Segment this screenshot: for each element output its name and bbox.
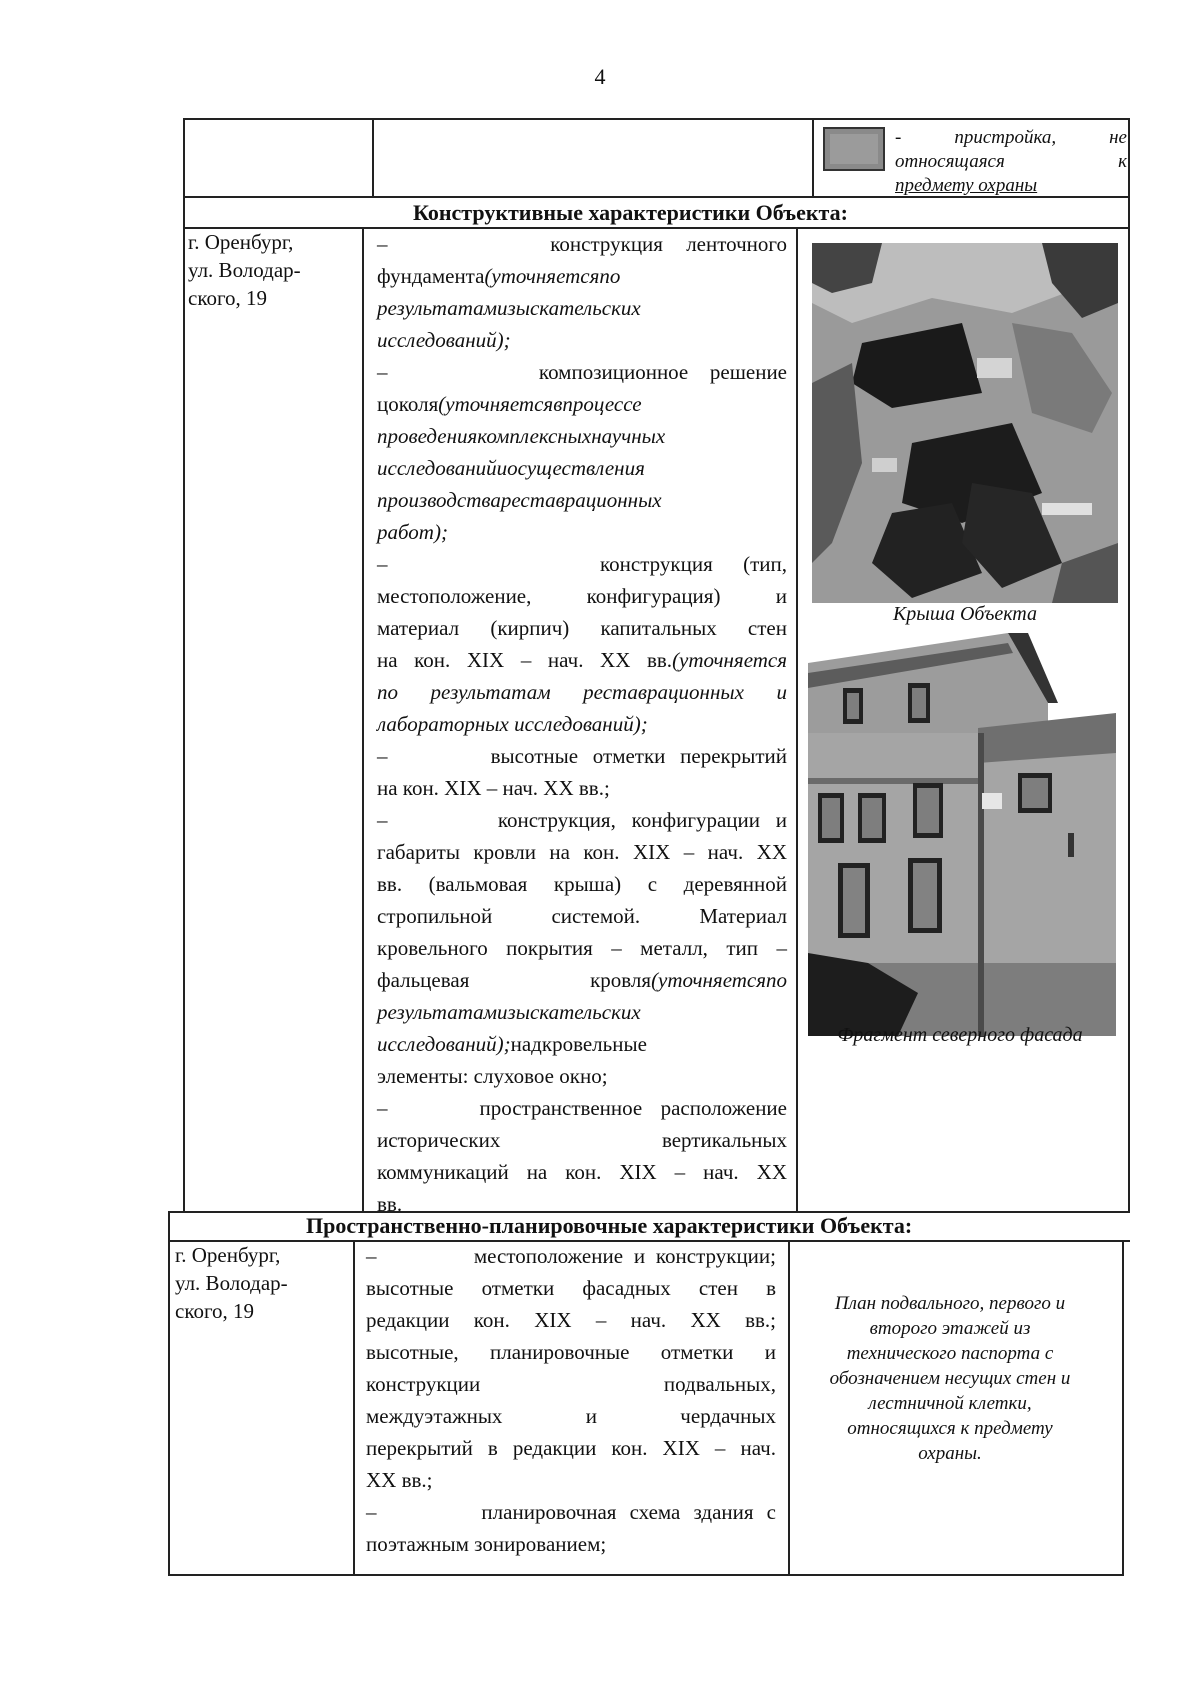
col-divider-2-top — [812, 118, 814, 196]
text-line: местоположение, конфигурация) и — [377, 584, 787, 608]
table-border-right-upper — [1128, 118, 1130, 1212]
address-line: г. Оренбург, — [188, 230, 294, 254]
text-line: высотные отметки фасадных стен в — [366, 1276, 776, 1300]
text-line: производствареставрационных — [377, 488, 662, 512]
text-line: лабораторных исследований); — [377, 712, 648, 736]
text-line: высотные, планировочные отметки и — [366, 1340, 776, 1364]
col-divider-1-mid — [362, 227, 364, 1212]
text-line: цоколя(уточняетсявпроцессе — [377, 392, 642, 416]
text-line: – местоположение и конструкции; — [366, 1244, 776, 1268]
text-line: проведениякомплексныхнаучных — [377, 424, 666, 448]
constructive-description — [377, 228, 787, 1220]
text-line: кровельного покрытия – металл, тип – — [377, 936, 787, 960]
legend-swatch — [823, 127, 885, 171]
text-line: габариты кровли на кон. XIX – нач. XX — [377, 840, 787, 864]
roof-photo — [812, 243, 1118, 603]
planning-description — [366, 1240, 776, 1560]
text-line: – пространственное расположение — [377, 1096, 787, 1120]
facade-caption: Фрагмент северного фасада — [837, 1024, 1083, 1046]
section-heading-planning: Пространственно-планировочные характеристики Объекта: — [306, 1213, 913, 1238]
text-line: на кон. XIX – нач. XX вв.; — [377, 776, 610, 800]
legend-word: к — [1118, 151, 1127, 172]
table-border-left-upper — [183, 118, 185, 1212]
table-border-top — [183, 118, 1130, 120]
text-line: вв. — [377, 1192, 403, 1216]
roof-caption: Крыша Объекта — [893, 603, 1037, 625]
text-line: перекрытий в редакции кон. XIX – нач. — [366, 1436, 776, 1460]
legend-word: не — [1109, 127, 1127, 148]
text-line: XX вв.; — [366, 1468, 433, 1492]
legend-word: предмету охраны — [895, 175, 1038, 196]
text-line: – конструкция (тип, — [377, 552, 787, 576]
table-border-right-lower — [1122, 1240, 1124, 1576]
text-line: исследованийиосуществления — [377, 456, 645, 480]
text-line: – конструкция, конфигурации и — [377, 808, 787, 832]
text-line: результатамизыскательских — [377, 296, 641, 320]
address-line: ул. Володар- — [188, 258, 301, 282]
note-line: относящихся к предмету — [847, 1418, 1053, 1439]
section-heading-constructive: Конструктивные характеристики Объекта: — [413, 200, 848, 225]
text-line: исследований); — [377, 328, 511, 352]
floor-plan-note — [800, 1291, 1100, 1466]
text-line: фундамента(уточняетсяпо — [377, 264, 621, 288]
legend-text — [895, 126, 1127, 198]
text-line: редакции кон. XIX – нач. XX вв.; — [366, 1308, 776, 1332]
text-line: работ); — [377, 520, 448, 544]
address-line: ул. Володар- — [175, 1271, 288, 1295]
col-divider-2-mid — [796, 227, 798, 1212]
table-border-left-lower — [168, 1211, 170, 1576]
text-line: исследований);надкровельные — [377, 1032, 647, 1056]
text-line: результатамизыскательских — [377, 1000, 641, 1024]
col-divider-1-low — [353, 1240, 355, 1576]
text-line: материал (кирпич) капитальных стен — [377, 616, 787, 640]
roof-photo-image — [812, 243, 1118, 603]
text-line: конструкции подвальных, — [366, 1372, 776, 1396]
address-line: г. Оренбург, — [175, 1243, 281, 1267]
text-line: элементы: слуховое окно; — [377, 1064, 608, 1088]
col-divider-2-low — [788, 1240, 790, 1576]
legend-dash: - — [895, 127, 902, 148]
text-line: – высотные отметки перекрытий — [377, 744, 787, 768]
text-line: поэтажным зонированием; — [366, 1532, 607, 1556]
text-line: вв. (вальмовая крыша) с деревянной — [377, 872, 787, 896]
text-line: – конструкция ленточного — [377, 232, 787, 256]
note-line: второго этажей из — [869, 1318, 1031, 1339]
address-line: ского, 19 — [175, 1299, 255, 1323]
table-border-bottom — [168, 1574, 1124, 1576]
text-line: на кон. XIX – нач. XX вв.(уточняется — [377, 648, 787, 672]
legend-word: относящаяся — [895, 151, 1005, 172]
text-line: исторических вертикальных — [377, 1128, 787, 1152]
facade-photo — [808, 633, 1116, 1036]
text-line: фальцевая кровля(уточняетсяпо — [377, 968, 787, 992]
address-cell — [188, 228, 301, 312]
col-divider-1-top — [372, 118, 374, 196]
note-line: План подвального, первого и — [834, 1293, 1066, 1314]
note-line: обозначением несущих стен и — [829, 1368, 1071, 1389]
text-line: по результатам реставрационных и — [377, 680, 787, 704]
text-line: коммуникаций на кон. XIX – нач. XX — [377, 1160, 787, 1184]
text-line: стропильной системой. Материал — [377, 904, 787, 928]
text-line: – планировочная схема здания с — [366, 1500, 776, 1524]
facade-photo-image — [808, 633, 1116, 1036]
page-number: 4 — [594, 64, 606, 89]
text-line: междуэтажных и чердачных — [366, 1404, 776, 1428]
text-line: – композиционное решение — [377, 360, 787, 384]
address-line: ского, 19 — [188, 286, 268, 310]
note-line: охраны. — [918, 1443, 982, 1464]
note-line: технического паспорта с — [846, 1343, 1054, 1364]
address-cell — [175, 1241, 288, 1325]
note-line: лестничной клетки, — [868, 1393, 1032, 1414]
legend-word: пристройка, — [954, 127, 1057, 148]
